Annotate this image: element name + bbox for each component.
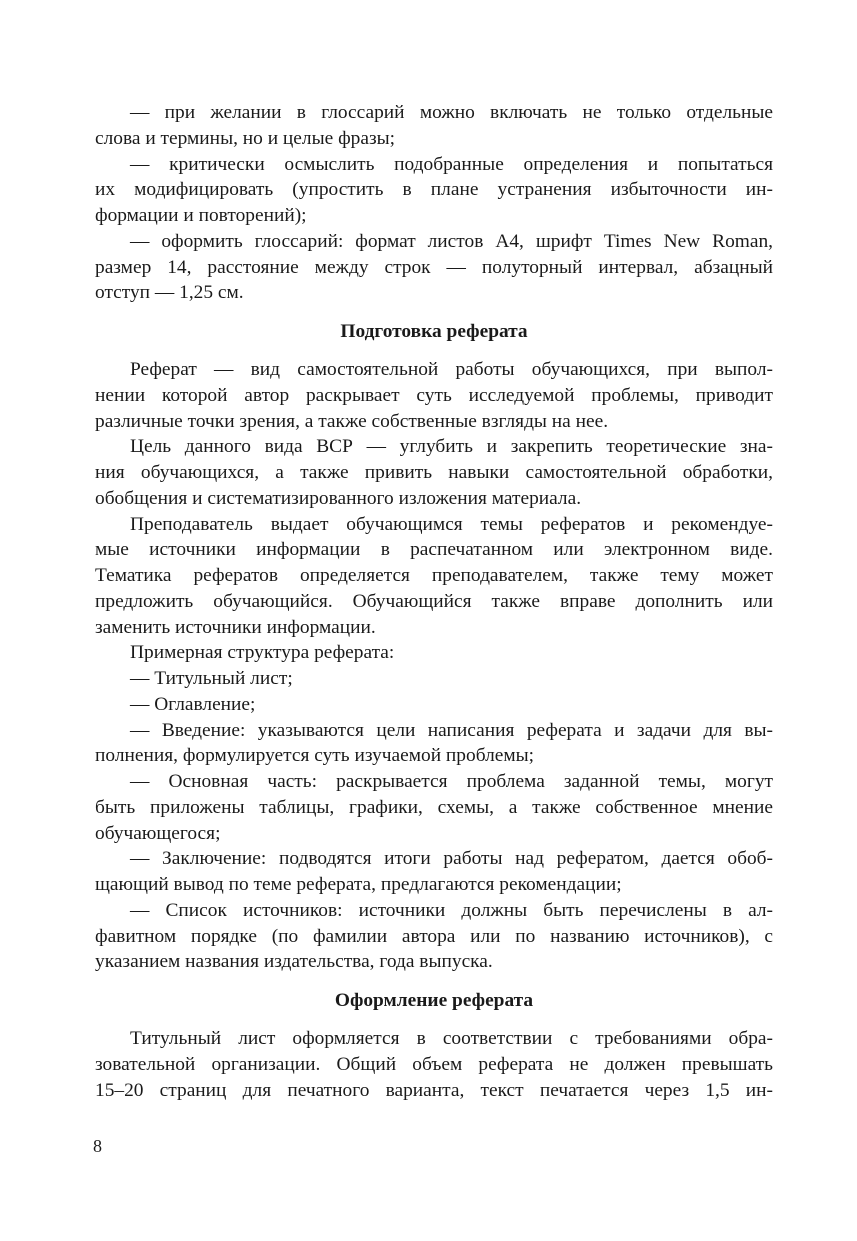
text-line: обучающегося; [95,822,221,844]
text-line: Реферат — вид самостоятельной работы обучающихся, при выпол- [130,359,773,380]
structure-item [95,898,773,975]
text-line: — Оглавление; [130,693,256,715]
text-line: различные точки зрения, а также собственные взгляды на нее. [95,410,609,432]
glossary-item [95,229,773,306]
page-number: 8 [93,1136,102,1156]
text-line: слова и термины, но и целые фразы; [95,127,396,149]
text-line: — оформить глоссарий: формат листов А4, шрифт Times New Roman, [130,230,773,252]
text-line: Тематика рефератов определяется преподавателем, также тему может [95,565,773,586]
glossary-item [95,100,773,152]
text-line: заменить источники информации. [95,616,376,638]
structure-item [95,718,773,770]
structure-item [95,692,773,718]
section-heading: Оформление реферата [334,990,534,1011]
text-line: щающий вывод по теме реферата, предлагаются рекомендации; [95,874,622,895]
text-line: Цель данного вида ВСР — углубить и закрепить теоретические зна- [130,436,773,458]
text-line: Преподаватель выдает обучающимся темы рефератов и рекомендуе- [130,513,773,535]
text-line: быть приложены таблицы, графики, схемы, а также собственное мнение [95,796,773,818]
text-line: их модифицировать (упростить в плане устранения избыточности ин- [95,179,773,201]
text-line: мые источники информации в распечатанном или электронном виде. [95,539,773,561]
text-line: Примерная структура реферата: [130,642,395,664]
text-line: — Титульный лист; [130,668,293,689]
structure-item [95,666,773,692]
text-line: — Основная часть: раскрывается проблема заданной темы, могут [130,771,773,792]
paragraph [95,434,773,511]
text-line: предложить обучающийся. Обучающийся также вправе дополнить или [95,590,773,612]
paragraph [95,357,773,434]
paragraph [95,640,773,666]
text-line: зовательной организации. Общий объем реферата не должен превышать [95,1053,773,1075]
text-line: формации и повторений); [95,205,307,226]
structure-item [95,769,773,846]
text-line: — Введение: указываются цели написания реферата и задачи для вы- [130,719,773,741]
text-line: фавитном порядке (по фамилии автора или по названию источников), с [95,925,773,947]
paragraph [95,512,773,641]
structure-item [95,846,773,898]
text-line: — критически осмыслить подобранные определения и попытаться [130,153,773,175]
text-line: ния обучающихся, а также привить навыки самостоятельной обработки, [95,462,773,483]
text-line: отступ — 1,25 см. [95,282,244,304]
text-line: — Список источников: источники должны быть перечислены в ал- [130,899,773,921]
section-heading: Подготовка реферата [340,321,528,342]
text-line: обобщения и систематизированного изложения материала. [95,487,582,509]
text-column [95,100,773,1103]
text-line: нении которой автор раскрывает суть исследуемой проблемы, приводит [95,384,773,406]
text-line: размер 14, расстояние между строк — полуторный интервал, абзацный [95,256,773,278]
text-line: Титульный лист оформляется в соответствии с требованиями обра- [130,1028,773,1049]
glossary-item [95,152,773,229]
paragraph [95,1026,773,1103]
text-line: — при желании в глоссарий можно включать не только отдельные [130,102,773,123]
text-line: полнения, формулируется суть изучаемой проблемы; [95,745,535,767]
text-line: — Заключение: подводятся итоги работы над рефератом, дается обоб- [130,848,773,870]
text-line: 15–20 страниц для печатного варианта, текст печатается через 1,5 ин- [95,1079,773,1101]
text-line: указанием названия издательства, года выпуска. [95,951,493,973]
